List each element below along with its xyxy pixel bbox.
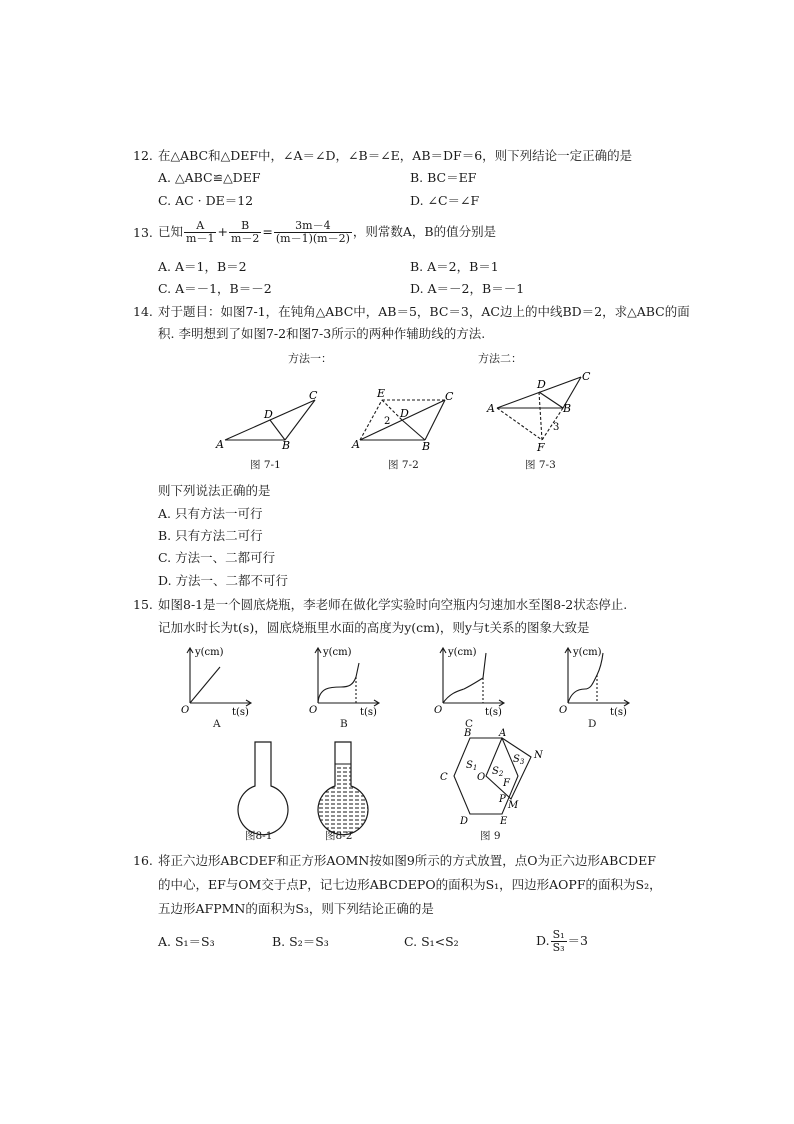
fig9-label-p: P	[499, 794, 506, 805]
graph-b-ylabel: y(cm)	[323, 647, 352, 658]
q14-prompt: 则下列说法正确的是	[158, 483, 271, 498]
q15-graph-b	[303, 645, 383, 720]
fig9-s3-letter: S	[513, 754, 520, 765]
graph-a-letter: A	[213, 718, 221, 730]
figure-7-3	[485, 370, 595, 455]
q14-stem-line1: 对于题目：如图7-1，在钝角△ABC中，AB＝5，BC＝3，AC边上的中线BD＝2，求△ABC的面	[158, 304, 690, 319]
q13-plus: +	[217, 224, 228, 239]
flask-8-1	[233, 738, 293, 833]
q13-frac1-num: A	[184, 220, 216, 233]
graph-c-origin: O	[434, 705, 443, 716]
fig9-s1-sub: 1	[472, 764, 478, 772]
graph-a-ylabel: y(cm)	[195, 647, 224, 658]
fig73-label-d: D	[537, 378, 546, 391]
fig9-label-c: C	[440, 772, 448, 783]
fig9-label-f: F	[503, 778, 510, 789]
q14-method2-label: 方法二：	[478, 352, 522, 365]
fig71-label-b: B	[282, 439, 291, 452]
q16-option-b: B. S₂＝S₃	[272, 934, 329, 949]
fig73-label-a: A	[487, 402, 495, 415]
q16-optd-prefix: D.	[536, 933, 550, 948]
flask-8-1-caption: 图8-1	[245, 830, 273, 842]
q13-frac3-num: 3m－4	[274, 220, 352, 233]
q13-fraction-a	[184, 220, 216, 245]
q16-option-c: C. S₁<S₂	[404, 934, 459, 949]
q12-option-d: D. ∠C＝∠F	[410, 193, 480, 208]
q16-optd-fraction	[551, 929, 567, 954]
fig73-label-c: C	[582, 370, 591, 383]
fig9-label-a: A	[499, 728, 507, 739]
q16-optd-den: S₃	[552, 941, 565, 954]
q13-frac3-den: (m－1)(m－2)	[275, 232, 350, 245]
q14-option-d: D. 方法一、二都不可行	[158, 573, 289, 588]
q15-graph-a	[175, 645, 255, 720]
fig9-label-o: O	[477, 772, 486, 783]
q15-graph-d	[553, 645, 633, 720]
graph-d-origin: O	[559, 705, 568, 716]
q15-stem-line1: 如图8-1是一个圆底烧瓶，李老师在做化学实验时向空瓶内匀速加水至图8-2状态停止.	[158, 597, 628, 612]
figure-7-1	[210, 385, 330, 455]
q13-stem-prefix: 已知	[158, 224, 184, 239]
graph-d-xlabel: t(s)	[610, 707, 627, 718]
flask-8-2-caption: 图8-2	[325, 830, 353, 842]
q14-option-a: A. 只有方法一可行	[158, 506, 263, 521]
fig9-label-n: N	[534, 750, 543, 761]
q13-fraction-b	[229, 220, 261, 245]
q12-option-a: A. △ABC≌△DEF	[158, 170, 261, 185]
fig71-label-a: A	[216, 438, 224, 451]
graph-c-xlabel: t(s)	[485, 707, 502, 718]
q13-equals: =	[262, 224, 273, 239]
fig9-s2-sub: 2	[498, 770, 504, 778]
q13-option-a: A. A＝1，B＝2	[158, 259, 247, 274]
q16-line2: 的中心，EF与OM交于点P，记七边形ABCDEPO的面积为S₁，四边形AOPF的面积为S₂，	[158, 877, 662, 892]
q14-option-b: B. 只有方法二可行	[158, 528, 263, 543]
graph-b-xlabel: t(s)	[360, 707, 377, 718]
q13-frac2-num: B	[229, 220, 261, 233]
fig9-label-m: M	[508, 800, 519, 811]
fig9-label-s1	[466, 760, 477, 772]
fig72-label-a: A	[352, 438, 360, 451]
q16-line1: 将正六边形ABCDEF和正方形AOMN按如图9所示的方式放置，点O为正六边形ABCDEF	[158, 853, 656, 868]
fig9-s3-sub: 3	[519, 758, 525, 766]
fig9-s1-letter: S	[466, 760, 473, 771]
fig71-label-d: D	[264, 408, 273, 421]
q15-number: 15.	[133, 597, 153, 612]
q13-option-b: B. A＝2，B＝1	[410, 259, 499, 274]
fig72-label-two: 2	[384, 416, 391, 427]
q15-graph-c	[428, 645, 508, 720]
q13-frac1-den: m－1	[186, 232, 215, 245]
fig9-caption: 图 9	[480, 830, 501, 842]
graph-b-letter: B	[340, 718, 348, 730]
q13-number: 13.	[133, 225, 153, 240]
fig71-caption: 图 7-1	[250, 459, 281, 471]
graph-b-origin: O	[309, 705, 318, 716]
graph-a-origin: O	[181, 705, 190, 716]
fig72-label-d: D	[400, 407, 409, 420]
q16-optd-suffix: ＝3	[567, 933, 588, 948]
q14-option-c: C. 方法一、二都可行	[158, 550, 276, 565]
q12-option-b: B. BC＝EF	[410, 170, 477, 185]
q13-stem	[158, 215, 496, 249]
fig72-label-e: E	[377, 387, 386, 400]
q16-line3: 五边形AFPMN的面积为S₃，则下列结论正确的是	[158, 901, 434, 916]
flask-8-2	[313, 738, 373, 833]
q13-option-d: D. A＝－2，B＝－1	[410, 281, 525, 296]
q14-number: 14.	[133, 304, 153, 319]
graph-c-letter: C	[465, 718, 474, 730]
fig9-label-e: E	[500, 816, 508, 827]
fig9-label-s3	[513, 754, 525, 766]
fig72-label-b: B	[422, 440, 431, 453]
q14-stem-line2: 积. 李明想到了如图7-2和图7-3所示的两种作辅助线的方法.	[158, 326, 486, 341]
q12-stem: 在△ABC和△DEF中，∠A＝∠D，∠B＝∠E，AB＝DF＝6，则下列结论一定正确的是	[158, 148, 633, 163]
figure-7-2	[350, 388, 470, 456]
fig73-label-b: B	[563, 402, 572, 415]
q13-frac2-den: m－2	[230, 232, 260, 245]
q13-option-c: C. A＝－1，B＝－2	[158, 281, 272, 296]
fig73-caption: 图 7-3	[525, 459, 556, 471]
q16-optd-num: S₁	[552, 928, 565, 941]
graph-c-ylabel: y(cm)	[448, 647, 477, 658]
q12-option-c: C. AC · DE＝12	[158, 193, 254, 208]
fig73-label-f: F	[537, 441, 545, 454]
graph-d-letter: D	[588, 718, 597, 730]
fig71-label-c: C	[309, 389, 318, 402]
fig9-label-s2	[492, 766, 504, 778]
fig72-label-c: C	[445, 390, 454, 403]
q15-stem-line2: 记加水时长为t(s)，圆底烧瓶里水面的高度为y(cm)，则y与t关系的图象大致是	[158, 620, 590, 635]
fig73-label-three: 3	[553, 422, 560, 433]
q12-number: 12.	[133, 148, 153, 163]
fig9-label-b: B	[464, 728, 472, 739]
fig9-s2-letter: S	[492, 766, 499, 777]
graph-d-ylabel: y(cm)	[573, 647, 602, 658]
fig72-caption: 图 7-2	[388, 459, 419, 471]
graph-a-xlabel: t(s)	[232, 707, 249, 718]
fig9-label-d: D	[460, 816, 469, 827]
q16-option-a: A. S₁＝S₃	[158, 934, 215, 949]
q13-fraction-rhs	[274, 220, 352, 245]
figure-9	[430, 728, 550, 828]
q14-method1-label: 方法一：	[288, 352, 332, 365]
q16-option-d	[536, 926, 588, 956]
q13-stem-suffix: ，则常数A，B的值分别是	[352, 224, 497, 239]
q16-number: 16.	[133, 853, 153, 868]
